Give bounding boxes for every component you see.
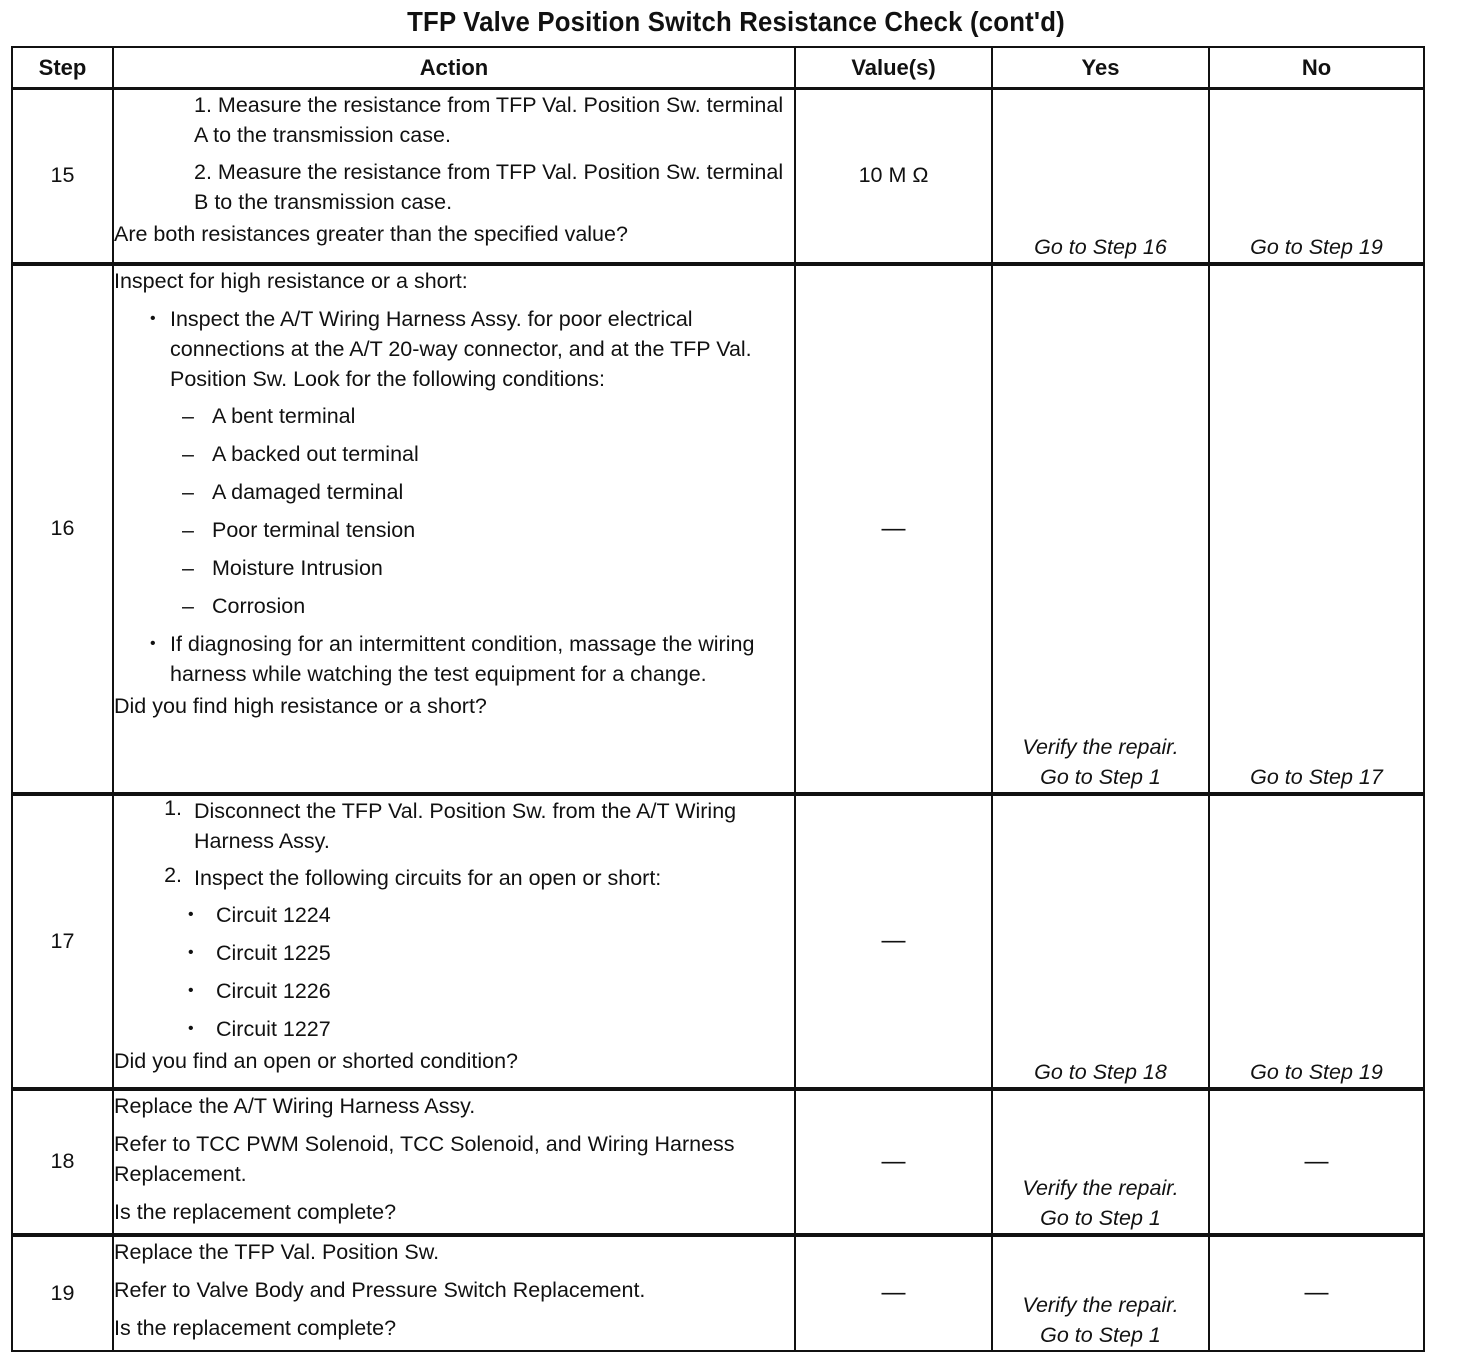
action-bullet bbox=[114, 629, 794, 689]
value-cell: — bbox=[795, 794, 992, 1089]
no-text: Go to Step 19 bbox=[1250, 234, 1383, 259]
bullet-icon: • bbox=[188, 943, 194, 961]
action-item-text: Inspect the following circuits for an open or short: bbox=[194, 865, 662, 890]
header-no: No bbox=[1209, 47, 1424, 89]
step-number: 18 bbox=[12, 1089, 113, 1235]
yes-text-line2: Go to Step 1 bbox=[1040, 764, 1161, 789]
circuit-text: Circuit 1226 bbox=[216, 978, 331, 1003]
dash-icon: – bbox=[182, 555, 194, 580]
action-item bbox=[114, 90, 794, 150]
header-yes: Yes bbox=[992, 47, 1209, 89]
table-row-step-16 bbox=[12, 264, 1424, 794]
yes-text-line2: Go to Step 1 bbox=[1040, 1322, 1161, 1347]
dash-icon: – bbox=[182, 517, 194, 542]
bullet-icon: • bbox=[188, 1019, 194, 1037]
bullet-icon: • bbox=[150, 634, 156, 652]
condition-item bbox=[114, 401, 794, 431]
bullet-icon: • bbox=[188, 905, 194, 923]
circuit-item bbox=[114, 900, 794, 930]
no-cell bbox=[1209, 89, 1424, 264]
yes-text: Go to Step 16 bbox=[1034, 234, 1167, 259]
diagnostic-table bbox=[11, 46, 1425, 1352]
yes-cell bbox=[992, 264, 1209, 794]
action-item bbox=[114, 863, 794, 893]
condition-item bbox=[114, 439, 794, 469]
action-question: Is the replacement complete? bbox=[114, 1315, 397, 1340]
step-number: 17 bbox=[12, 794, 113, 1089]
item-number: 1. bbox=[164, 795, 182, 820]
step-number: 16 bbox=[12, 264, 113, 794]
condition-text: Corrosion bbox=[212, 593, 306, 618]
action-cell bbox=[113, 794, 795, 1089]
bullet-icon: • bbox=[188, 981, 194, 999]
circuit-item bbox=[114, 976, 794, 1006]
step-number: 19 bbox=[12, 1235, 113, 1351]
dash-icon: – bbox=[182, 403, 194, 428]
action-item-text: 1. Measure the resistance from TFP Val. Position Sw. terminal A to the transmission case. bbox=[194, 93, 784, 147]
condition-text: A backed out terminal bbox=[212, 441, 419, 466]
condition-text: A bent terminal bbox=[212, 403, 356, 428]
table-row-step-19 bbox=[12, 1235, 1424, 1351]
no-text: Go to Step 19 bbox=[1250, 1059, 1383, 1084]
item-number: 2. bbox=[164, 862, 182, 887]
action-question: Did you find high resistance or a short? bbox=[114, 693, 487, 718]
action-question: Are both resistances greater than the specified value? bbox=[114, 222, 628, 246]
action-item bbox=[114, 796, 794, 856]
action-bullet bbox=[114, 304, 794, 394]
condition-text: A damaged terminal bbox=[212, 479, 404, 504]
no-cell: — bbox=[1209, 1235, 1424, 1351]
table-row-step-18 bbox=[12, 1089, 1424, 1235]
yes-cell bbox=[992, 794, 1209, 1089]
action-item-text: 2. Measure the resistance from TFP Val. Position Sw. terminal B to the transmission case. bbox=[194, 160, 784, 214]
header-step: Step bbox=[12, 47, 113, 89]
action-cell bbox=[113, 1089, 795, 1235]
action-line: Replace the A/T Wiring Harness Assy. bbox=[114, 1093, 476, 1118]
condition-item bbox=[114, 477, 794, 507]
yes-text-line1: Verify the repair. bbox=[1022, 1292, 1179, 1317]
table-row-step-17 bbox=[12, 794, 1424, 1089]
action-intro: Inspect for high resistance or a short: bbox=[114, 268, 468, 293]
circuit-text: Circuit 1224 bbox=[216, 902, 331, 927]
yes-text: Go to Step 18 bbox=[1034, 1059, 1167, 1084]
bullet-icon: • bbox=[150, 309, 156, 327]
action-question: Is the replacement complete? bbox=[114, 1199, 397, 1224]
header-action: Action bbox=[113, 47, 795, 89]
no-cell: — bbox=[1209, 1089, 1424, 1235]
value-cell: 10 M Ω bbox=[795, 89, 992, 264]
circuit-text: Circuit 1225 bbox=[216, 940, 331, 965]
no-cell bbox=[1209, 794, 1424, 1089]
header-values: Value(s) bbox=[795, 47, 992, 89]
condition-item bbox=[114, 591, 794, 621]
dash-icon: – bbox=[182, 479, 194, 504]
dash-icon: – bbox=[182, 441, 194, 466]
circuit-item bbox=[114, 938, 794, 968]
condition-text: Poor terminal tension bbox=[212, 517, 416, 542]
action-bullet-text: Inspect the A/T Wiring Harness Assy. for poor electrical connections at the A/T 20-way connector, and at the TFP Val. Position Sw. Look for the following conditions: bbox=[170, 306, 752, 391]
action-bullet-text: If diagnosing for an intermittent condition, massage the wiring harness while watching the test equipment for a change. bbox=[170, 631, 755, 686]
header-row bbox=[12, 47, 1424, 89]
yes-cell bbox=[992, 1089, 1209, 1235]
action-line: Refer to TCC PWM Solenoid, TCC Solenoid, and Wiring Harness Replacement. bbox=[114, 1131, 735, 1186]
action-cell bbox=[113, 264, 795, 794]
yes-cell bbox=[992, 89, 1209, 264]
no-cell bbox=[1209, 264, 1424, 794]
action-item bbox=[114, 157, 794, 217]
circuit-item bbox=[114, 1014, 794, 1044]
step-number: 15 bbox=[12, 89, 113, 264]
value-cell: — bbox=[795, 1089, 992, 1235]
yes-text-line1: Verify the repair. bbox=[1022, 734, 1179, 759]
circuit-text: Circuit 1227 bbox=[216, 1016, 331, 1041]
dash-icon: – bbox=[182, 593, 194, 618]
action-line: Replace the TFP Val. Position Sw. bbox=[114, 1239, 440, 1264]
action-line: Refer to Valve Body and Pressure Switch Replacement. bbox=[114, 1277, 646, 1302]
condition-item bbox=[114, 553, 794, 583]
yes-text-line2: Go to Step 1 bbox=[1040, 1205, 1161, 1230]
action-cell bbox=[113, 89, 795, 264]
action-item-text: Disconnect the TFP Val. Position Sw. from the A/T Wiring Harness Assy. bbox=[194, 798, 737, 853]
table-row-step-15 bbox=[12, 89, 1424, 264]
condition-item bbox=[114, 515, 794, 545]
value-cell: — bbox=[795, 264, 992, 794]
yes-text-line1: Verify the repair. bbox=[1022, 1175, 1179, 1200]
action-question: Did you find an open or shorted condition? bbox=[114, 1048, 518, 1073]
no-text: Go to Step 17 bbox=[1250, 764, 1383, 789]
action-cell bbox=[113, 1235, 795, 1351]
yes-cell bbox=[992, 1235, 1209, 1351]
condition-text: Moisture Intrusion bbox=[212, 555, 383, 580]
page-title: TFP Valve Position Switch Resistance Check (cont'd) bbox=[407, 6, 1065, 37]
value-cell: — bbox=[795, 1235, 992, 1351]
